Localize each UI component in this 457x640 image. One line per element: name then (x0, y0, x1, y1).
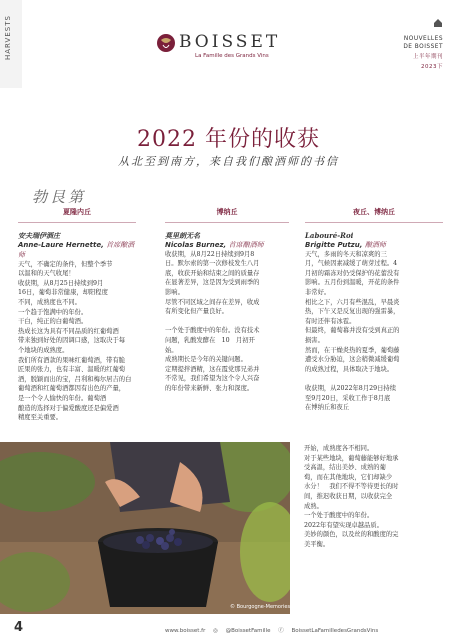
author-role: 首席酿酒师 (228, 240, 264, 249)
column-2 (165, 208, 289, 394)
author-estate: Labouré-Roi (305, 230, 354, 240)
harvest-photo-illustration (0, 442, 290, 614)
newsletter-issue: 上半年期刊 (412, 54, 443, 60)
column-text: 天气，不确定的条件，但整个季节 以温和的天气收尾！ 收获期，从8月25日持续到9月 16日，葡萄非常健康，却阳程度 不同，成熟度也不同。 一个趋于饱满中的年份。 干白，纯正的白葡萄酒。 热成长这为具有不同品质的红葡萄酒 带来独到好处的因调口感，这取决于每 个地块的成熟度。 我们所有酒款的果味红葡萄酒，带有脆 匠果的张力，也有丰富、温暖的红葡萄 酒，脱颖而出的宝，吕利和梅尔居吉的白 葡萄酒和红葡萄酒都因有出色的产量， 是一个令人愉快的年份。葡萄酒 酿造的选择对于偏爱酸度还是偏爱酒 精度至关重要。 (18, 260, 132, 422)
column-3-continued: 开始，成熟度各不相同。 对于某些地块，葡萄藤能够好地承 受高温，结出美妙、成熟的葡 萄，而在其他地块，它们却缺少 水分！ 我们不得不等待更长的时 间，推迟收获日期，以收获完全 成熟。 一个处于酸度中的年份。 2022年有望实现卓越品质。 美妙的颜色，以及丝的和酸度的完 美平衡。 (304, 445, 399, 548)
home-icon (433, 18, 443, 28)
column-text: 天气，多雨的冬天和凉爽的三 月，气候因素减缓了萌芽过程。4 月初的霜冻对仍受保护的花蕾没有 影响。五月份到温暖，开花的条件 非常好。 相比之下，六月有些混乱，早晨炎 热，下午又是反复出现的强雷暴， 有时还伴有冰雹。 但最终，葡萄幕并没有受到真正的 损害。 然而，在干燥炎热的夏季，葡萄藤 遭受水分胁迫，这会稍微减缓葡萄 的成熟过程，具体取决于地块。 收获期，从2022年8月29日持续 至9月20日，采收工作于8月底 在博纳丘和夜丘 (305, 250, 400, 412)
page-title: 2022 年份的收获 (137, 127, 320, 152)
author-estate: 莫里朗无名 (165, 230, 200, 240)
page-subtitle: 从北至到南方，来自我们酿酒师的书信 (118, 155, 339, 168)
newsletter-line1: NOUVELLES (403, 36, 443, 42)
region-heading: 勃艮第 (32, 188, 87, 206)
column-3 (305, 208, 443, 413)
column-heading: 夜丘、博纳丘 (305, 208, 443, 223)
newsletter-info (403, 16, 443, 71)
author-block (165, 231, 289, 250)
column-text: 收获期，从8月22日持续到9月8 日。默尔索的第一次修枝发生八月 底，收获开始和结束之间的质量存 在显著差异，这是因为受到雨季的 影响。 尽管不同区域之间存在差异，收成 有所变化但产量良好。 一个处于酸度中的年份。没有技术 问题，乳酸发酵在 10 月初开 始。 成熟期长是今年的关键问题。 定期提拌酒精，这在霞党那兄弟并 不常见，我们希望为这个令人兴奋 的年份带来新鲜、张力和深度。 (165, 250, 260, 392)
author-estate: 安夫瑞伊酒庄 (18, 230, 60, 240)
photo-credit: © Bourgogne-Memories (230, 604, 291, 610)
brand-name: BOISSET (179, 32, 281, 52)
side-tab-label: HARVESTS (4, 15, 12, 60)
author-name: Nicolas Burnez, (165, 240, 227, 249)
brand-logo (155, 30, 305, 66)
logo-emblem-icon (155, 32, 177, 54)
newsletter-line2: DE BOISSET (403, 44, 443, 50)
author-block (305, 231, 443, 250)
instagram-icon: ◎ (213, 628, 218, 634)
website-link[interactable]: www.boisset.fr (165, 628, 206, 634)
newsletter-year: 2023下 (421, 64, 443, 70)
side-tab (0, 0, 22, 88)
author-block (18, 231, 136, 260)
footer (0, 618, 457, 640)
brand-tagline: La Famille des Grands Vins (195, 53, 269, 59)
instagram-link[interactable]: @BoissetFamille (225, 628, 271, 634)
column-1 (18, 208, 136, 423)
facebook-link[interactable]: BoissetLaFamilledesGrandsVins (291, 628, 379, 634)
author-role: 首席酿酒师 (18, 240, 135, 259)
column-heading: 博纳丘 (165, 208, 289, 223)
author-name: Brigitte Putzu, (305, 240, 363, 249)
column-heading: 夏隆内丘 (18, 208, 136, 223)
facebook-icon: ⓕ (278, 628, 284, 634)
page-number: 4 (14, 620, 24, 635)
author-name: Anne-Laure Hernette, (18, 240, 104, 249)
harvest-photo (0, 442, 290, 614)
author-role: 酿酒师 (364, 240, 386, 249)
footer-links (165, 626, 384, 634)
